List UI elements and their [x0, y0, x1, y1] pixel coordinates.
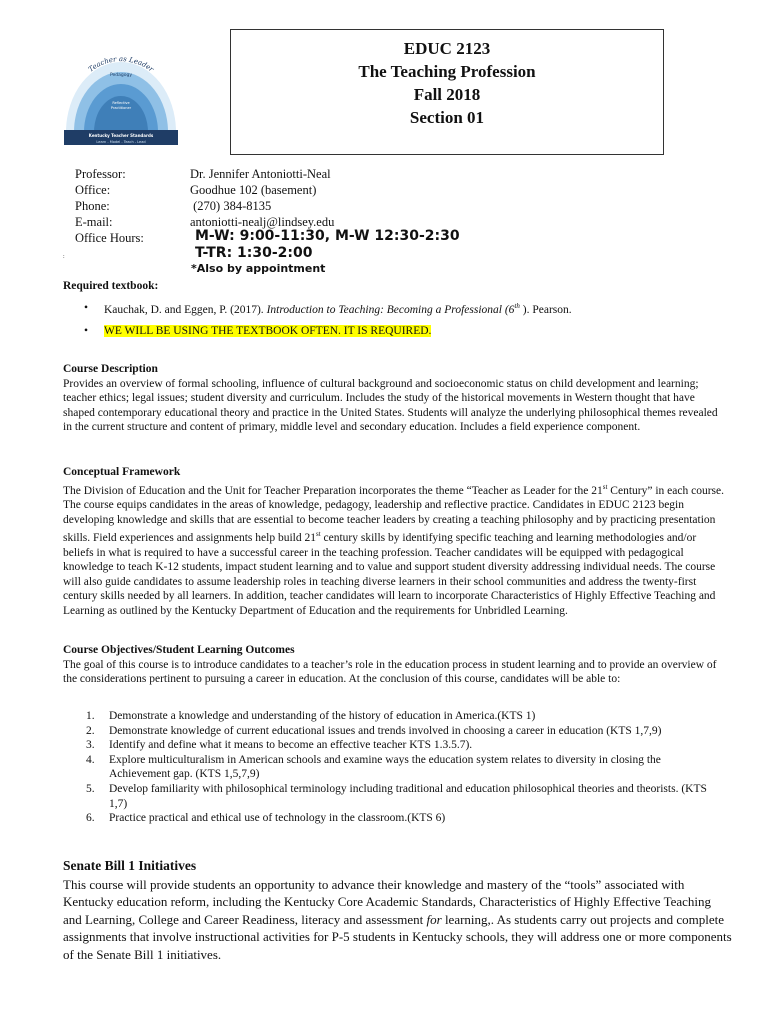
section-heading: Course Objectives/Student Learning Outcomes [63, 644, 295, 656]
item-number: 5. [86, 782, 95, 795]
item-text: Identify and define what it means to become an effective teacher KTS 1.3.5.7). [109, 739, 473, 752]
office-hours-line2: T-TR: 1:30-2:00 [195, 245, 313, 261]
senate-text: This course will provide students an opportunity to advance their knowledge and mastery of the “tools” associated with Kentucky education reform, including the Kentucky Core Academic Standards, Characteristics of Highly Effective Teaching and Learning, College and Career Readiness, literacy and assessment [63, 876, 712, 927]
email-link[interactable]: antoniotti-nealj@lindsey.edu [190, 215, 335, 229]
section-heading: Senate Bill 1 Initiatives [63, 858, 197, 873]
svg-text:Teacher as Leader: Teacher as Leader [87, 55, 156, 74]
item-text: Demonstrate knowledge of current educational issues and trends involved in choosing a career in education (KTS 1,7,9) [109, 724, 662, 737]
senate-text: learning,. As students carry out projects and complete assignments that involve instructional activities for P-5 students in Kentucky schools, they will address one or more components of the Senate Bill 1 initiatives. [63, 911, 732, 962]
stray-mark: : [63, 254, 65, 260]
info-label: Office: [75, 183, 111, 197]
info-value: Dr. Jennifer Antoniotti-Neal [190, 167, 331, 181]
info-label: Office Hours: [75, 231, 144, 245]
course-code: EDUC 2123 [403, 39, 491, 58]
item-text: Explore multiculturalism in American schools and examine ways the education system relates to diversity in closing the Achievement gap. (KTS 1,5,7,9) [109, 753, 661, 781]
framework-text: Century” in each course. The course equips candidates in the areas of knowledge, pedagogy, leadership and reflective practice. Candidates in EDUC 2123 begin developing knowledge and skills that are essential to become teacher leaders by creating a teaching philosophy and by practicing presentation skills. Field experiences and assignments help build 21 [63, 484, 724, 545]
svg-text:Reflective: Reflective [112, 101, 130, 105]
objectives-list [63, 709, 723, 826]
course-description [63, 362, 725, 435]
list-item [63, 811, 723, 826]
superscript: st [602, 482, 608, 491]
section-heading: Course Description [63, 363, 158, 375]
course-name: The Teaching Profession [358, 62, 536, 81]
textbook-citation [104, 302, 572, 316]
svg-text:Kentucky Teacher Standards: Kentucky Teacher Standards [88, 133, 154, 138]
list-item [63, 782, 723, 811]
bullet-icon: • [84, 325, 89, 337]
framework-text: The Division of Education and the Unit for Teacher Preparation incorporates the theme “Teacher as Leader for the 21 [63, 484, 603, 497]
framework-text: century skills by identifying specific teaching and learning methodologies and/or beliefs in what is required to have a successful career in the teaching profession. Teacher candidates will be equipped with pedagogical knowledge to teach K-12 students, impact student learning and to value and support student diversity addressing individual needs. The course will also guide candidates to assume leadership roles in teaching diverse learners in their school communities and address the twenty-first century skills needed by all learners. In addition, teacher candidates will learn to incorporate Characteristics of Highly Effective Teaching and Learning as outlined by the Kentucky Department of Education and the requirements for Unbridled Learning. [63, 532, 716, 617]
course-title-box [230, 29, 664, 155]
conceptual-framework [63, 465, 725, 619]
course-term: Fall 2018 [413, 85, 481, 104]
item-number: 2. [86, 724, 95, 737]
section-body [63, 876, 733, 964]
course-objectives [63, 643, 725, 687]
section-body: Provides an overview of formal schooling, influence of cultural background and socioeconomic status on child development and learning; teacher ethics; legal issues; student diversity and curriculum. Includes the study of the historical movements in Western thought that have shaped contemporary educational theory and practice in the United States. Students will analyze the underlying philosophical themes revealed in the current structure and content of primary, middle level and secondary education. Includes a field experience component. [63, 377, 718, 434]
svg-text:Pedagogy: Pedagogy [109, 73, 133, 78]
item-number: 3. [86, 739, 95, 752]
list-item [63, 738, 723, 753]
office-hours-line1: M-W: 9:00-11:30, M-W 12:30-2:30 [195, 228, 460, 244]
item-text: Practice practical and ethical use of technology in the classroom.(KTS 6) [109, 812, 446, 825]
list-item [63, 753, 723, 782]
bullet-icon: • [84, 302, 89, 314]
item-text: Develop familiarity with philosophical terminology including traditional and education philosophical theories and theorists. (KTS 1,7) [109, 782, 707, 810]
section-body: The goal of this course is to introduce candidates to a teacher’s role in the education process in student learning and to provide an overview of the considerations pertinent to pursuing a career in education. At the conclusion of this course, candidates will be able to: [63, 658, 717, 686]
list-item [63, 724, 723, 739]
info-label: E-mail: [75, 215, 113, 229]
section-body [63, 480, 725, 619]
citation-authors: Kauchak, D. and Eggen, P. (2017). [104, 303, 267, 316]
office-hours [195, 228, 460, 262]
teacher-as-leader-logo [62, 38, 180, 146]
superscript: st [315, 530, 321, 539]
section-heading: Conceptual Framework [63, 466, 181, 478]
info-value: (270) 384-8135 [190, 199, 272, 213]
svg-text:Practitioner: Practitioner [110, 106, 132, 110]
item-number: 4. [86, 753, 95, 766]
course-section: Section 01 [409, 108, 485, 127]
list-item [63, 709, 723, 724]
senate-bill-section [63, 857, 733, 963]
citation-sup: th [514, 302, 520, 310]
item-number: 6. [86, 812, 95, 825]
required-notice: WE WILL BE USING THE TEXTBOOK OFTEN. IT IS REQUIRED. [104, 325, 432, 337]
item-text: Demonstrate a knowledge and understanding of the history of education in America.(KTS 1) [109, 710, 536, 722]
textbook-heading: Required textbook: [63, 280, 159, 292]
info-label: Professor: [75, 167, 126, 181]
appointment-note: *Also by appointment [191, 262, 326, 275]
senate-emphasis: for [426, 911, 442, 927]
info-label: Phone: [75, 199, 110, 213]
info-value: Goodhue 102 (basement) [190, 183, 317, 197]
citation-publisher: ). Pearson. [519, 303, 572, 316]
svg-text:Learn - Model - Teach - Lead: Learn - Model - Teach - Lead [96, 140, 146, 144]
citation-title: Introduction to Teaching: Becoming a Professional (6 [266, 303, 515, 316]
item-number: 1. [86, 710, 95, 722]
